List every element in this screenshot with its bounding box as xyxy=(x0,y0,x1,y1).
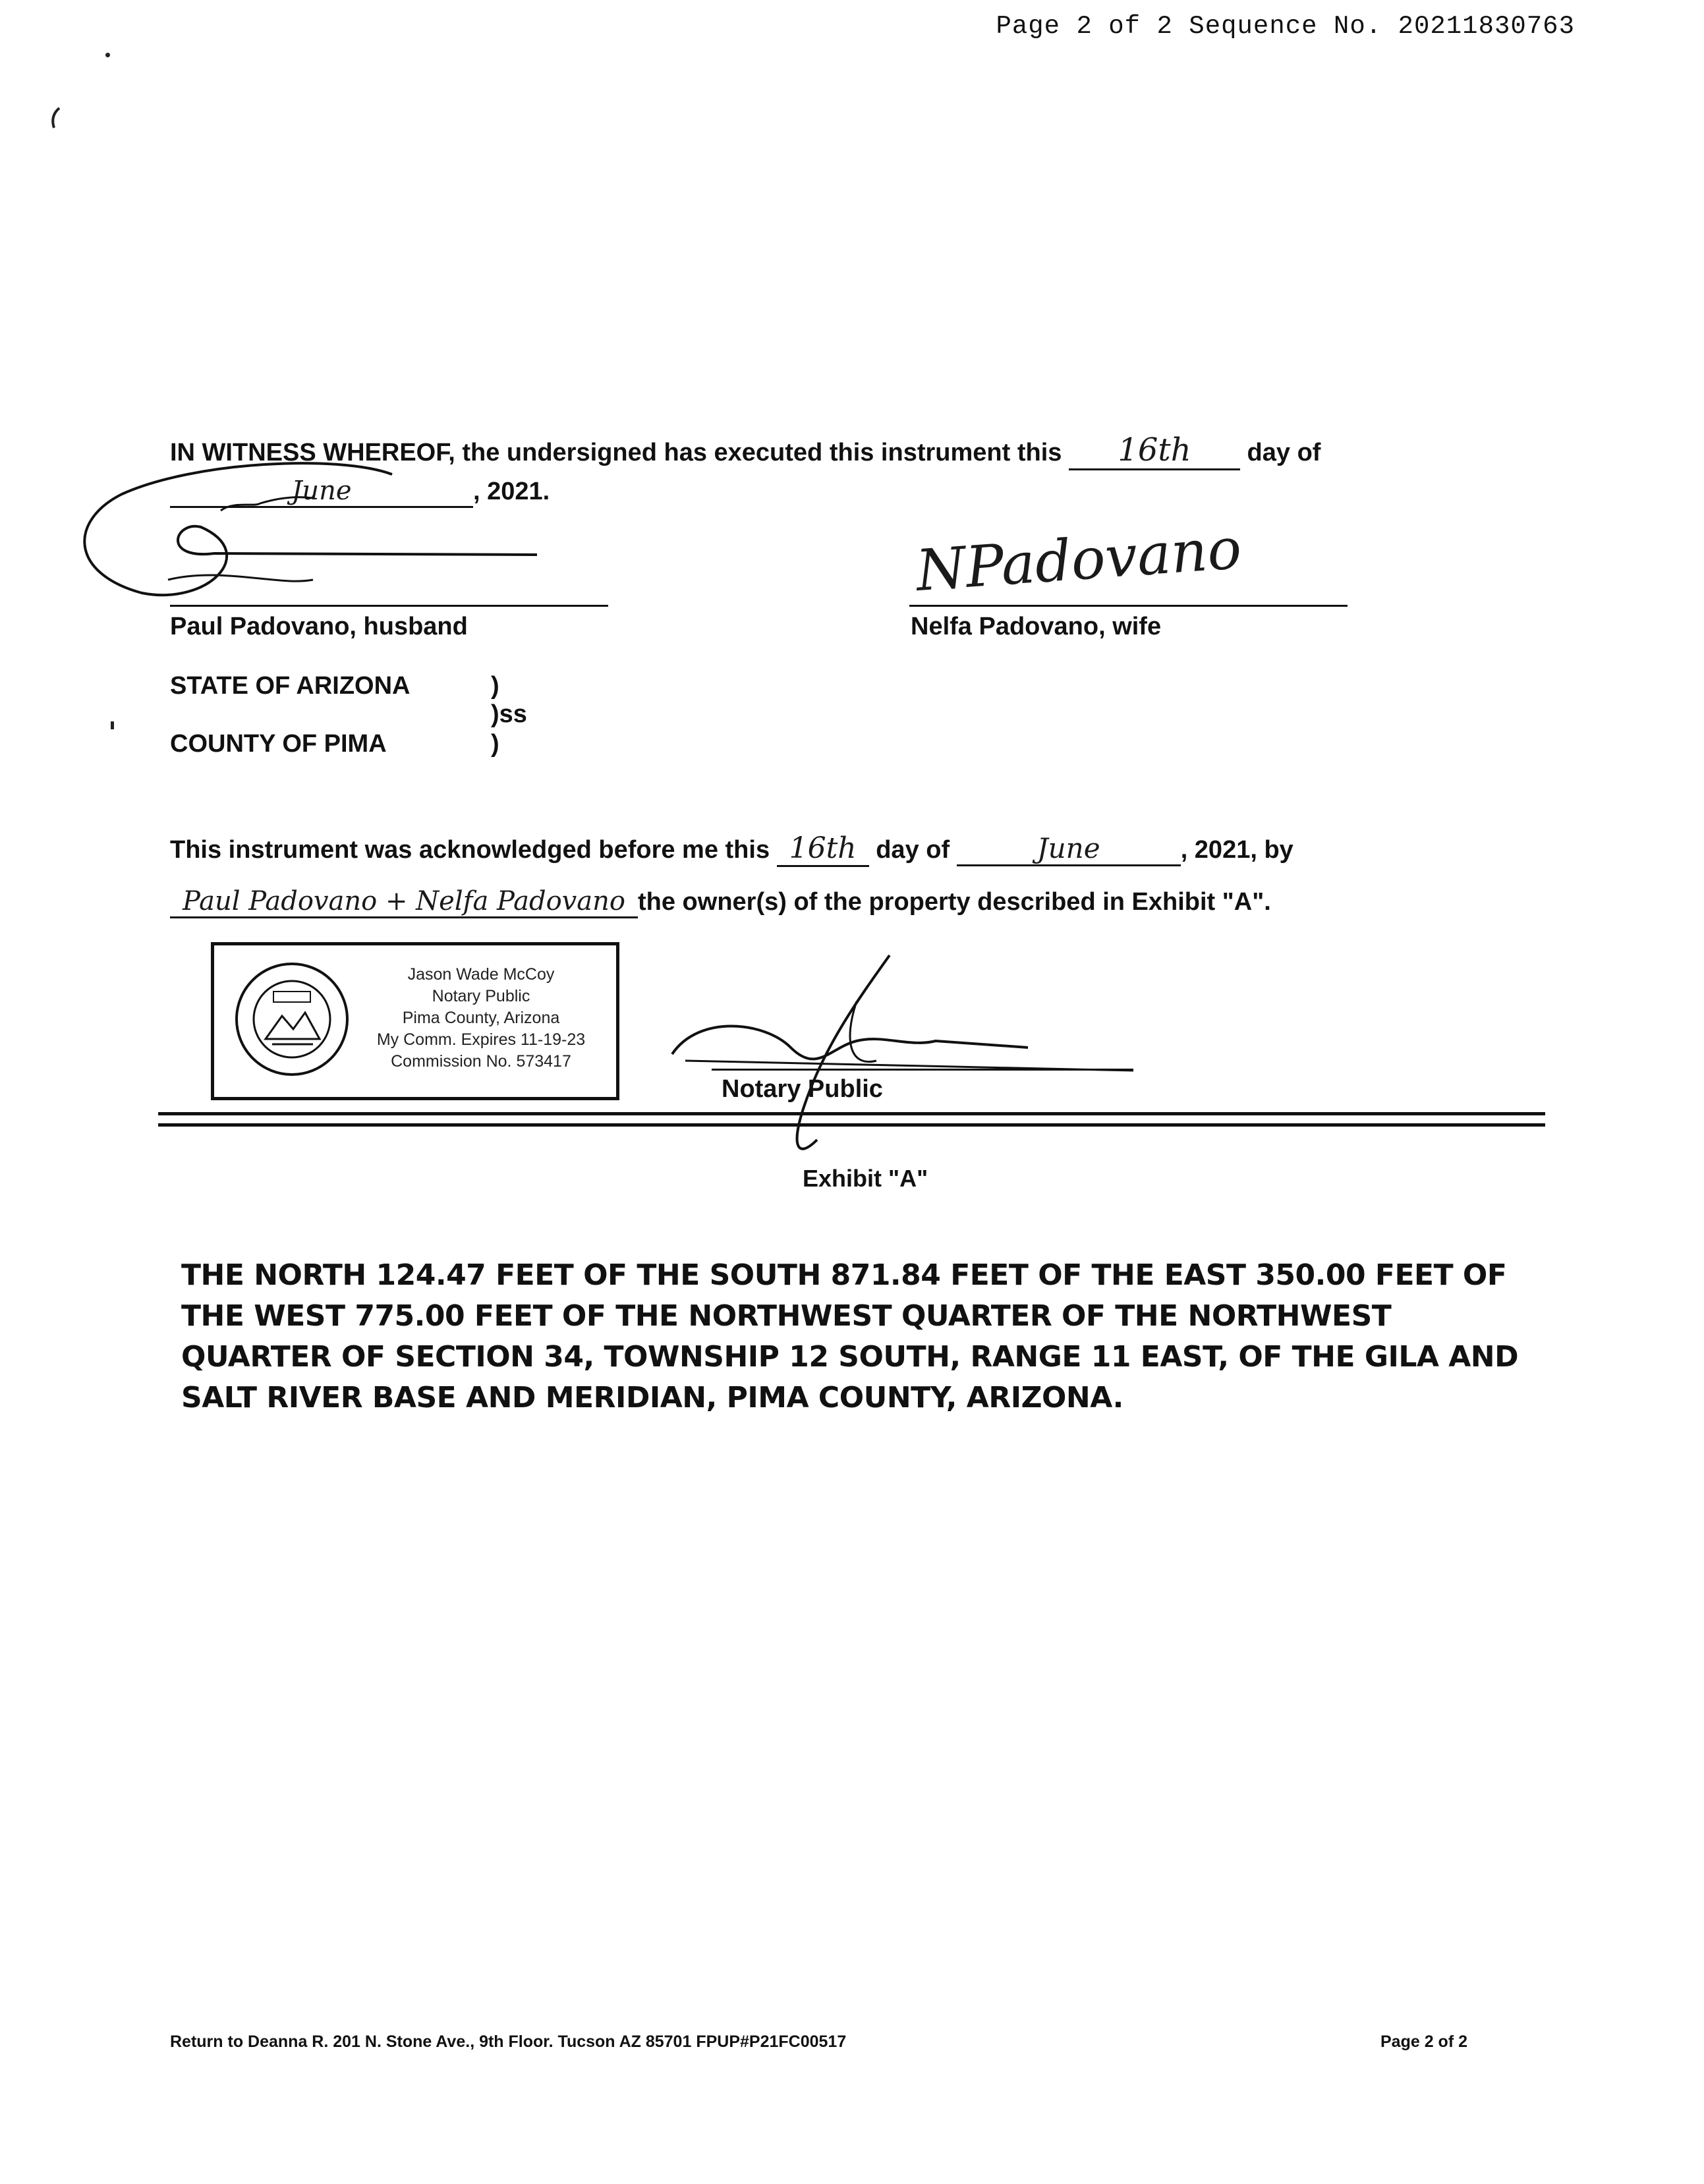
venue-state: STATE OF ARIZONA xyxy=(170,672,411,700)
state-seal-icon xyxy=(233,960,351,1078)
notary-stamp-text xyxy=(359,964,603,1073)
page-sequence-header: Page 2 of 2 Sequence No. 20211830763 xyxy=(996,12,1575,41)
husband-signature-line xyxy=(170,605,608,607)
notary-title: Notary Public xyxy=(432,987,530,1005)
separator-rule-top xyxy=(158,1112,1545,1115)
ack-text: This instrument was acknowledged before me this xyxy=(170,836,770,864)
witness-day-of: day of xyxy=(1247,439,1321,466)
scan-mark xyxy=(105,53,110,57)
acknowledgment-line xyxy=(170,831,1293,867)
ack-month-handwritten: June xyxy=(957,832,1181,866)
notary-name: Jason Wade McCoy xyxy=(407,965,555,984)
wife-signature: NPadovano xyxy=(914,515,1244,605)
notary-stamp xyxy=(211,942,619,1100)
witness-text: IN WITNESS WHEREOF, the undersigned has executed this instrument this xyxy=(170,439,1062,466)
notary-commission: Commission No. 573417 xyxy=(391,1052,571,1071)
wife-label: Nelfa Padovano, wife xyxy=(911,613,1162,640)
ack-day-handwritten: 16th xyxy=(777,831,869,867)
notary-signature-line xyxy=(712,1069,1133,1071)
footer-return-to: Return to Deanna R. 201 N. Stone Ave., 9th Floor. Tucson AZ 85701 FPUP#P21FC00517 xyxy=(170,2032,847,2051)
ack-names-handwritten: Paul Padovano + Nelfa Padovano xyxy=(170,886,638,918)
witness-day-handwritten: 16th xyxy=(1069,432,1240,470)
footer-page: Page 2 of 2 xyxy=(1380,2032,1467,2051)
separator-rule-bottom xyxy=(158,1123,1545,1127)
ack-year-by: , 2021, by xyxy=(1180,836,1293,864)
witness-month-handwritten: June xyxy=(170,476,473,508)
venue-county: COUNTY OF PIMA xyxy=(170,730,387,758)
notary-signature xyxy=(659,949,1173,1166)
exhibit-title: Exhibit "A" xyxy=(803,1165,928,1192)
exhibit-legal-description: THE NORTH 124.47 FEET OF THE SOUTH 871.84 FEET OF THE EAST 350.00 FEET OF THE WEST 775.00 FEET OF THE NORTHWEST QUARTER OF THE NORTHWEST QUARTER OF SECTION 34, TOWNSHIP 12 SOUTH, RANGE 11 EAST, OF THE GILA AND SALT RIVER BASE AND MERIDIAN, PIMA COUNTY, ARIZONA. xyxy=(181,1258,1519,1414)
ack-text-end: the owner(s) of the property described in Exhibit "A". xyxy=(638,888,1271,916)
venue-paren-top: ) xyxy=(491,672,499,700)
acknowledgment-names-line xyxy=(170,886,1271,918)
wife-signature-line xyxy=(909,605,1348,607)
notary-expires: My Comm. Expires 11-19-23 xyxy=(376,1030,586,1049)
venue-paren-bottom: ) xyxy=(491,730,499,758)
ack-day-of: day of xyxy=(876,836,950,864)
husband-signature xyxy=(63,448,550,606)
notary-county: Pima County, Arizona xyxy=(402,1009,560,1027)
witness-year: , 2021. xyxy=(473,478,550,505)
notary-signature-label: Notary Public xyxy=(722,1075,883,1103)
scan-mark-curve xyxy=(45,105,65,132)
husband-label: Paul Padovano, husband xyxy=(170,613,468,640)
venue-ss: )ss xyxy=(491,700,527,728)
scan-mark xyxy=(111,721,114,729)
